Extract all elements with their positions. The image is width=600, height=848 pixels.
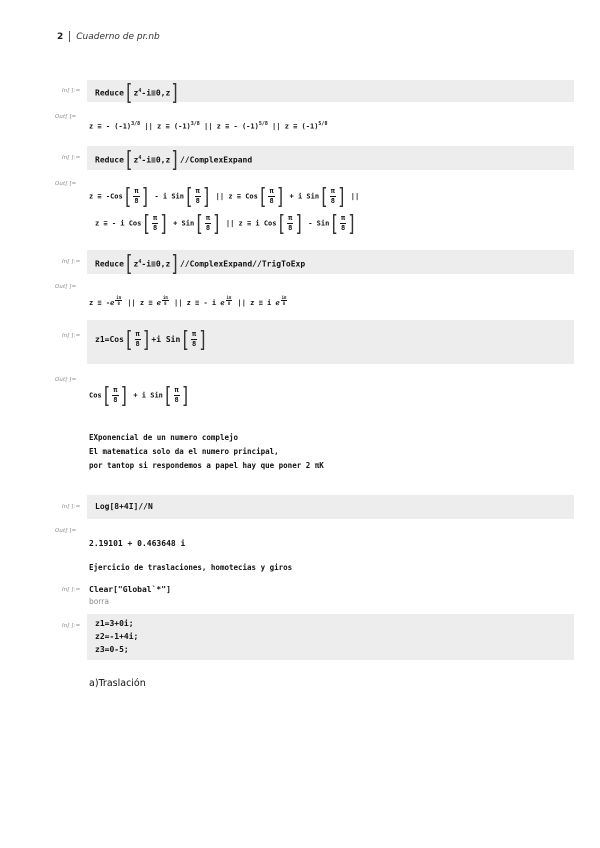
fraction: $\frac{\pi}{8}$ xyxy=(134,187,139,205)
out-label: Out[ ]= xyxy=(55,528,77,534)
output-2-line-1: z ≡ -Cos[ $\frac{\pi}{8}$ ] - i Sin[ $\frac{\pi}{8}$ ] || z ≡ Cos[ $\frac{\pi}{8}$ ] + i Sin[ $\frac{\pi}{8}$ ] || xyxy=(89,182,360,210)
fn-sin: Sin xyxy=(150,391,163,400)
input-line[interactable]: z3=0-5; xyxy=(95,645,129,654)
input-code[interactable]: Clear["Global`*"] xyxy=(89,585,171,594)
header-divider xyxy=(69,31,70,42)
fn-sin: Sin xyxy=(161,335,181,344)
exp-e: ℯ xyxy=(156,299,161,307)
exp-e: ℯ xyxy=(220,299,225,307)
out-text: z ≡ - i xyxy=(95,219,129,228)
input-cell[interactable] xyxy=(87,614,574,660)
exponent: 4 xyxy=(138,258,142,265)
input-code[interactable]: $Reduce[z^4-i\equiv 0,z]$ xyxy=(95,79,180,106)
out-text: || xyxy=(346,192,360,201)
page-header xyxy=(57,31,160,42)
in-label: In[ ]:= xyxy=(62,333,81,339)
input-cell[interactable] xyxy=(87,146,574,173)
out-text: z ≡ - xyxy=(89,299,111,307)
out-text: || z ≡ (-1) xyxy=(140,122,191,131)
exponent: 3/8 xyxy=(190,121,200,127)
fn-name: Reduce xyxy=(95,88,124,98)
out-text: || z ≡ (-1) xyxy=(267,122,319,131)
out-text: || z ≡ - (-1) xyxy=(199,122,259,131)
fn-sin: Sin xyxy=(316,219,330,228)
input-line[interactable]: z1=3+0i; xyxy=(95,619,134,628)
out-text: - xyxy=(304,219,317,228)
exp-e: ℯ xyxy=(110,299,115,307)
out-label: Out[ ]= xyxy=(55,377,77,383)
fraction: $\frac{\pi}{8}$ xyxy=(205,214,211,232)
output-2-line-2: z ≡ - i Cos[ $\frac{\pi}{8}$ ] + Sin[ $\frac{\pi}{8}$ ] || z ≡ i Cos[ $\frac{\pi}{8}$ ] - Sin[ $\frac{\pi}{8}$ ] xyxy=(95,209,357,237)
fraction: $\frac{\pi}{8}$ xyxy=(135,330,140,348)
input-code[interactable]: $Reduce[z^4-i\equiv 0,z]/$/ComplexExpand xyxy=(95,146,253,173)
exp-e: ℯ xyxy=(275,299,280,307)
out-text: + i xyxy=(129,391,151,400)
fraction: $\frac{\pi}{8}$ xyxy=(191,330,197,348)
fn-cos: Cos xyxy=(128,219,142,228)
in-label: In[ ]:= xyxy=(62,155,81,161)
comment-text: borra xyxy=(89,597,109,606)
text-line: El matematica solo da el numero principal, xyxy=(89,447,279,456)
exponent: 3/8 xyxy=(131,121,141,127)
expr: -i≡0,z xyxy=(141,88,171,98)
fraction: $\frac{\pi}{8}$ xyxy=(288,214,293,232)
input-cell[interactable] xyxy=(87,495,574,519)
page-number: 2 xyxy=(57,31,64,42)
exponent: 4 xyxy=(138,87,142,94)
input-cell[interactable] xyxy=(87,79,574,106)
fn-cos: Cos xyxy=(110,192,123,201)
var: z xyxy=(133,155,139,165)
text-line: por tantop si respondemos a papel hay que poner 2 πK xyxy=(89,461,324,470)
expr: +i xyxy=(151,335,162,344)
text-line: Ejercicio de traslaciones, homotecias y giros xyxy=(89,563,293,572)
out-label: Out[ ]= xyxy=(55,284,77,290)
fraction: iπ 8 xyxy=(281,295,287,306)
in-label: In[ ]:= xyxy=(62,88,81,94)
input-cell[interactable] xyxy=(87,250,574,277)
var: z xyxy=(133,259,139,269)
exponent: 4 xyxy=(138,154,142,161)
in-label: In[ ]:= xyxy=(62,623,81,629)
fn-name: Reduce xyxy=(95,155,124,165)
exponent: 5/8 xyxy=(258,121,268,127)
input-cell[interactable] xyxy=(87,320,574,364)
input-code[interactable]: $Reduce[z^4-i\equiv 0,z]//ComplexExpand/$/TrigToExp xyxy=(95,250,306,277)
fn-cos: Cos xyxy=(263,219,277,228)
expr: -i≡0,z xyxy=(141,259,171,269)
fraction: iπ 8 xyxy=(226,295,232,306)
expr: -i≡0,z xyxy=(141,155,171,165)
fn-cos: Cos xyxy=(245,192,258,201)
fraction: iπ 8 xyxy=(162,295,168,306)
fraction: $\frac{\pi}{8}$ xyxy=(340,214,346,232)
out-label: Out[ ]= xyxy=(55,114,77,120)
in-label: In[ ]:= xyxy=(62,259,81,265)
input-code[interactable]: Log[8+4I]//N xyxy=(95,502,153,511)
out-label: Out[ ]= xyxy=(55,181,77,187)
fraction: $\frac{\pi}{8}$ xyxy=(174,386,179,404)
out-text: || z ≡ i xyxy=(221,219,264,228)
out-text: || z ≡ - i xyxy=(169,299,221,307)
output-1 xyxy=(89,121,327,130)
output-3 xyxy=(89,295,288,307)
notebook-title: Cuaderno de pr.nb xyxy=(76,31,160,42)
var: z xyxy=(133,88,139,98)
section-heading: a)Traslación xyxy=(89,678,146,689)
output-4: Cos[ $\frac{\pi}{8}$ ] + i Sin[ $\frac{\pi}{8}$ ] xyxy=(89,381,191,409)
fraction: $\frac{\pi}{8}$ xyxy=(153,214,158,232)
var: z1= xyxy=(95,335,110,344)
fn-cos: Cos xyxy=(89,391,102,400)
input-code[interactable]: z1=Cos[ $\frac{\pi}{8}$ ]+i Sin[ $\frac{\pi}{8}$ ] xyxy=(95,325,208,353)
fn-name: Reduce xyxy=(95,259,124,269)
fraction: $\frac{\pi}{8}$ xyxy=(113,386,118,404)
fraction: $\frac{\pi}{8}$ xyxy=(330,187,335,205)
fn-sin: Sin xyxy=(306,192,320,201)
out-text: || z ≡ i xyxy=(233,299,276,307)
fn-sin: Sin xyxy=(171,192,184,201)
out-text: + xyxy=(168,219,182,228)
in-label: In[ ]:= xyxy=(62,587,81,593)
fn-sin: Sin xyxy=(181,219,195,228)
fraction: $\frac{\pi}{8}$ xyxy=(195,187,200,205)
out-text: - i xyxy=(150,192,172,201)
fraction: iπ 8 xyxy=(116,295,122,306)
in-label: In[ ]:= xyxy=(62,504,81,510)
fraction: $\frac{\pi}{8}$ xyxy=(269,187,274,205)
fn-cos: Cos xyxy=(109,335,124,344)
out-text: z ≡ - xyxy=(89,192,111,201)
output-5: 2.19101 + 0.463648 i xyxy=(89,539,186,548)
postfix: //ComplexExpand xyxy=(179,155,253,165)
out-text: || z ≡ xyxy=(123,299,157,307)
text-line: EXponencial de un numero complejo xyxy=(89,433,239,442)
input-line[interactable]: z2=-1+4i; xyxy=(95,632,139,641)
out-text: + i xyxy=(285,192,307,201)
out-text: z ≡ - (-1) xyxy=(89,122,132,131)
exponent: 5/8 xyxy=(318,121,328,127)
postfix: //ComplexExpand//TrigToExp xyxy=(179,259,306,269)
out-text: || z ≡ xyxy=(211,192,246,201)
